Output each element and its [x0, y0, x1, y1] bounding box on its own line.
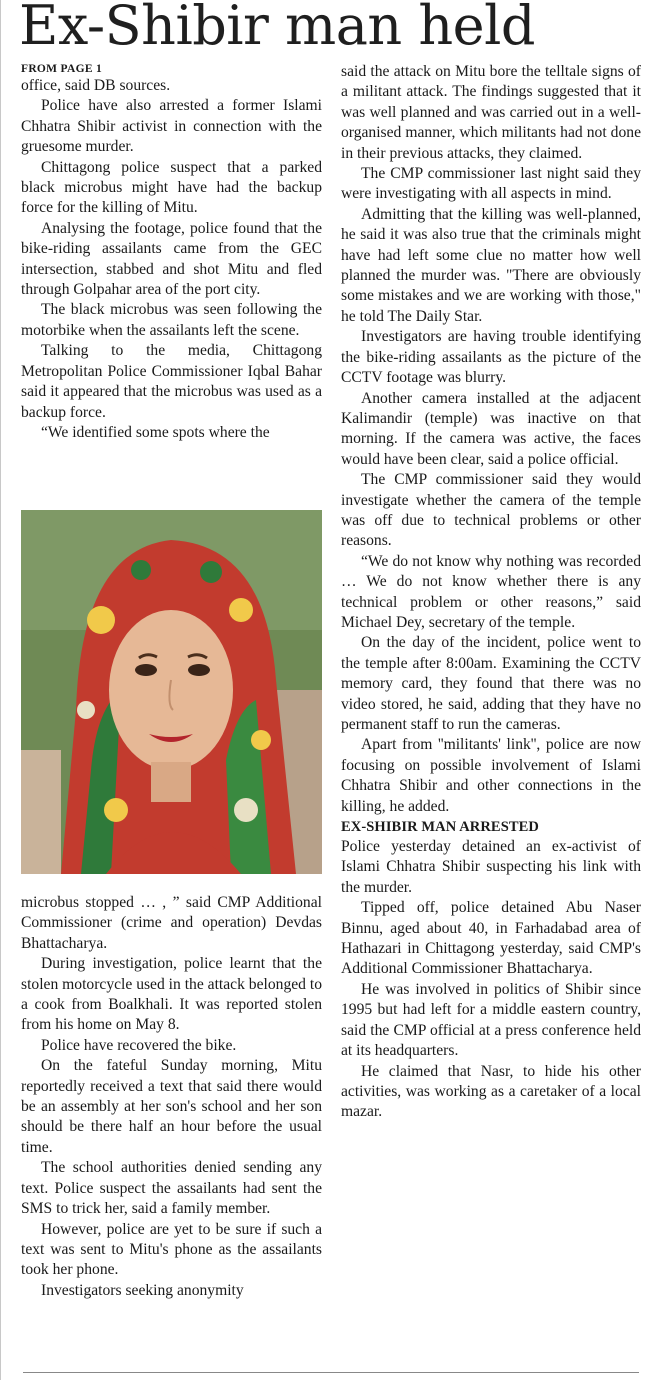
- paragraph: Investigators seeking anonymity: [41, 1281, 244, 1299]
- paragraph: Talking to the media, Chittagong Metropolitan Police Commissioner Iqbal Bahar said it appeared that the microbus was used as a backup force.: [21, 342, 322, 421]
- paragraph: Apart from ''militants' link'', police are now focusing on possible involvement of Islami Chhatra Shibir and other connections in the killing, he added.: [341, 736, 641, 815]
- portrait-image: [21, 510, 322, 874]
- paragraph: “We identified some spots where the: [41, 423, 270, 441]
- paragraph: The CMP commissioner said they would investigate whether the camera of the temple was off due to technical problems or other reasons.: [341, 471, 641, 550]
- left-column-top: [21, 62, 322, 443]
- article-photo: [21, 510, 322, 874]
- paragraph: He claimed that Nasr, to hide his other activities, was working as a caretaker of a local mazar.: [341, 1062, 641, 1121]
- headline: Ex-Shibir man held: [19, 0, 535, 57]
- paragraph: “We do not know why nothing was recorded … We do not know whether there is any technical problem or other reasons,” said Michael Dey, secretary of the temple.: [341, 552, 641, 631]
- paragraph: Admitting that the killing was well-planned, he said it was also true that the criminals might have had left some clue no matter how well planned the murder was. "There are obviously some mistakes and we are working with those," he told The Daily Star.: [341, 205, 641, 325]
- paragraph: Police have also arrested a former Islami Chhatra Shibir activist in connection with the gruesome murder.: [21, 97, 322, 156]
- paragraph: During investigation, police learnt that the stolen motorcycle used in the attack belonged to a cook from Boalkhali. It was reported stolen from his home on May 8.: [21, 955, 322, 1034]
- paragraph: said the attack on Mitu bore the telltale signs of a militant attack. The findings suggested that it was well planned and was carried out in a well-organised manner, which militants had not done in their previous attacks, they claimed.: [341, 63, 641, 162]
- paragraph: However, police are yet to be sure if such a text was sent to Mitu's phone as the assailants took her phone.: [21, 1220, 322, 1279]
- paragraph: Tipped off, police detained Abu Naser Binnu, aged about 40, in Farhadabad area of Hathazari in Chittagong yesterday, said CMP's Additional Commissioner Bhattacharya.: [341, 899, 641, 978]
- paragraph: Analysing the footage, police found that the bike-riding assailants came from the GEC intersection, stabbed and shot Mitu and fled through Golpahar area of the port city.: [21, 219, 322, 299]
- paragraph: He was involved in politics of Shibir since 1995 but had left for a middle eastern country, said the CMP official at a press conference held at its headquarters.: [341, 980, 641, 1060]
- paragraph: Police yesterday detained an ex-activist of Islami Chhatra Shibir suspecting his link with the murder.: [341, 838, 641, 896]
- paragraph: office, said DB sources.: [21, 77, 171, 94]
- left-column-bottom: [21, 893, 322, 1301]
- paragraph: The school authorities denied sending any text. Police suspect the assailants had sent the SMS to trick her, said a family member.: [21, 1159, 322, 1218]
- paragraph: microbus stopped … , ” said CMP Additional Commissioner (crime and operation) Devdas Bhattacharya.: [21, 894, 322, 952]
- paragraph: On the day of the incident, police went to the temple after 8:00am. Examining the CCTV memory card, they found that there was no video stored, he said, adding that they have no permanent staff to run the cameras.: [341, 634, 641, 733]
- kicker: FROM PAGE 1: [21, 63, 103, 75]
- right-column: [341, 62, 641, 1123]
- paragraph: On the fateful Sunday morning, Mitu reportedly received a text that said there would be an assembly at her son's school and her son should be there half an hour before the usual time.: [21, 1057, 322, 1156]
- paragraph: Another camera installed at the adjacent Kalimandir (temple) was inactive on that morning. If the camera was active, the faces would have been clear, said a police official.: [341, 389, 641, 468]
- paragraph: Investigators are having trouble identifying the bike-riding assailants as the picture of the CCTV footage was blurry.: [341, 328, 641, 387]
- paragraph: The black microbus was seen following the motorbike when the assailants left the scene.: [21, 301, 322, 339]
- paragraph: Chittagong police suspect that a parked black microbus might have had the backup force for the killing of Mitu.: [21, 158, 322, 217]
- paragraph: Police have recovered the bike.: [41, 1036, 237, 1054]
- paragraph: The CMP commissioner last night said they were investigating with all aspects in mind.: [341, 165, 641, 203]
- bottom-rule: [23, 1372, 639, 1373]
- subhead: EX-SHIBIR MAN ARRESTED: [341, 819, 539, 836]
